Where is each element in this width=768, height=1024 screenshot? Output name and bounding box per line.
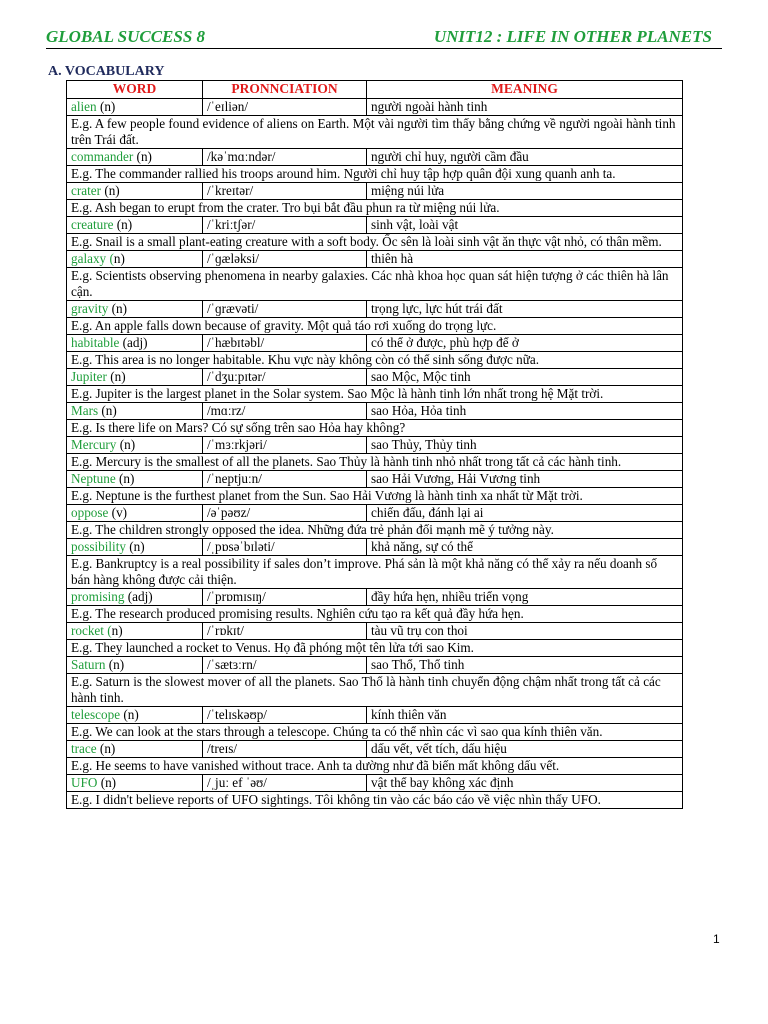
pronunciation-cell: /ˌpɒsəˈbɪləti/ [203, 539, 367, 556]
example-sentence: E.g. Mercury is the smallest of all the planets. Sao Thủy là hành tinh nhỏ nhất trong tất cả các hành tinh. [67, 454, 683, 471]
word: possibility [71, 539, 126, 554]
book-title: GLOBAL SUCCESS 8 [46, 27, 206, 46]
word: creature [71, 217, 114, 232]
example-sentence: E.g. Is there life on Mars? Có sự sống trên sao Hỏa hay không? [67, 420, 683, 437]
word: rocket ( [71, 623, 112, 638]
part-of-speech: (n) [98, 403, 117, 418]
word: galaxy ( [71, 251, 114, 266]
part-of-speech: (adj) [124, 589, 153, 604]
word: trace [71, 741, 97, 756]
example-sentence: E.g. A few people found evidence of aliens on Earth. Một vài người tìm thấy bằng chứng về người ngoài hành tinh trên Trái đất. [67, 116, 683, 149]
pronunciation-cell: /ˈtelɪskəʊp/ [203, 707, 367, 724]
example-row [67, 420, 683, 437]
word-cell [67, 539, 203, 556]
pronunciation-cell: /ˈrɒkɪt/ [203, 623, 367, 640]
word: Mercury [71, 437, 117, 452]
word: oppose [71, 505, 109, 520]
vocab-row [67, 437, 683, 454]
meaning-cell: thiên hà [367, 251, 683, 268]
column-header-meaning: MEANING [367, 81, 683, 99]
column-header-pronunciation: PRONNCIATION [203, 81, 367, 99]
word: Mars [71, 403, 99, 418]
pronunciation-cell: /treɪs/ [203, 741, 367, 758]
example-row [67, 606, 683, 623]
vocab-row [67, 707, 683, 724]
example-sentence: E.g. Bankruptcy is a real possibility if sales don’t improve. Phá sản là một khả năng có thể xảy ra nếu doanh số bán hàng không được cải thiện. [67, 556, 683, 589]
pronunciation-cell: /ˈkriːtʃər/ [203, 217, 367, 234]
vocab-row [67, 251, 683, 268]
word: Saturn [71, 657, 106, 672]
vocab-row [67, 99, 683, 116]
meaning-cell: sao Mộc, Mộc tinh [367, 369, 683, 386]
example-sentence: E.g. Ash began to erupt from the crater. Tro bụi bắt đầu phun ra từ miệng núi lửa. [67, 200, 683, 217]
meaning-cell: người ngoài hành tinh [367, 99, 683, 116]
pronunciation-cell: /ˈneptjuːn/ [203, 471, 367, 488]
example-sentence: E.g. Jupiter is the largest planet in the Solar system. Sao Mộc là hành tinh lớn nhất trong hệ Mặt trời. [67, 386, 683, 403]
vocab-row [67, 623, 683, 640]
meaning-cell: sao Hỏa, Hỏa tinh [367, 403, 683, 420]
vocab-row [67, 217, 683, 234]
word-cell [67, 437, 203, 454]
vocab-row [67, 149, 683, 166]
example-row [67, 640, 683, 657]
word-cell [67, 403, 203, 420]
meaning-cell: khả năng, sự có thể [367, 539, 683, 556]
word-cell [67, 369, 203, 386]
example-row [67, 234, 683, 251]
pronunciation-cell: /ˈmɜːrkjəri/ [203, 437, 367, 454]
part-of-speech: n) [111, 623, 123, 638]
meaning-cell: chiến đấu, đánh lại ai [367, 505, 683, 522]
example-sentence: E.g. We can look at the stars through a telescope. Chúng ta có thể nhìn các vì sao qua kính thiên văn. [67, 724, 683, 741]
vocab-row [67, 335, 683, 352]
example-row [67, 352, 683, 369]
example-sentence: E.g. The commander rallied his troops around him. Người chỉ huy tập hợp quân đội xung quanh anh ta. [67, 166, 683, 183]
word: telescope [71, 707, 121, 722]
section-title: A. VOCABULARY [48, 64, 165, 79]
pronunciation-cell: /ˌjuː ef ˈəʊ/ [203, 775, 367, 792]
word: gravity [71, 301, 109, 316]
word-cell [67, 741, 203, 758]
vocab-row [67, 403, 683, 420]
word-cell [67, 217, 203, 234]
example-sentence: E.g. I didn't believe reports of UFO sightings. Tôi không tin vào các báo cáo về việc nhìn thấy UFO. [67, 792, 683, 809]
example-row [67, 758, 683, 775]
word-cell [67, 505, 203, 522]
meaning-cell: sao Hải Vương, Hải Vương tinh [367, 471, 683, 488]
example-row [67, 488, 683, 505]
meaning-cell: sinh vật, loài vật [367, 217, 683, 234]
part-of-speech: (n) [101, 183, 120, 198]
word-cell [67, 99, 203, 116]
column-header-word: WORD [67, 81, 203, 99]
pronunciation-cell: /ˈeɪliən/ [203, 99, 367, 116]
example-row [67, 454, 683, 471]
part-of-speech: (n) [108, 301, 128, 316]
meaning-cell: đầy hứa hẹn, nhiều triển vọng [367, 589, 683, 606]
word: habitable [71, 335, 120, 350]
pronunciation-cell: /kəˈmɑːndər/ [203, 149, 367, 166]
word: UFO [71, 775, 98, 790]
part-of-speech: (n) [96, 99, 116, 114]
word: commander [71, 149, 134, 164]
vocab-row [67, 775, 683, 792]
meaning-cell: dấu vết, vết tích, dấu hiệu [367, 741, 683, 758]
word-cell [67, 149, 203, 166]
part-of-speech: (n) [96, 741, 116, 756]
page-number: 1 [713, 932, 720, 946]
meaning-cell: miệng núi lửa [367, 183, 683, 200]
page-header [46, 26, 722, 49]
example-row [67, 116, 683, 149]
word-cell [67, 589, 203, 606]
example-sentence: E.g. Neptune is the furthest planet from the Sun. Sao Hải Vương là hành tinh xa nhất từ Mặt trời. [67, 488, 683, 505]
meaning-cell: người chỉ huy, người cầm đầu [367, 149, 683, 166]
meaning-cell: tàu vũ trụ con thoi [367, 623, 683, 640]
example-row [67, 386, 683, 403]
pronunciation-cell: /mɑːrz/ [203, 403, 367, 420]
meaning-cell: có thể ở được, phù hợp để ở [367, 335, 683, 352]
vocab-row [67, 589, 683, 606]
word-cell [67, 335, 203, 352]
word-cell [67, 183, 203, 200]
example-row [67, 724, 683, 741]
example-sentence: E.g. This area is no longer habitable. Khu vực này không còn có thể sinh sống được nữa. [67, 352, 683, 369]
word: promising [71, 589, 125, 604]
part-of-speech: n) [113, 251, 125, 266]
example-row [67, 792, 683, 809]
meaning-cell: kính thiên văn [367, 707, 683, 724]
example-row [67, 556, 683, 589]
part-of-speech: (n) [113, 217, 133, 232]
vocab-row [67, 539, 683, 556]
part-of-speech: (n) [105, 657, 125, 672]
example-sentence: E.g. Snail is a small plant-eating creature with a soft body. Ốc sên là loài sinh vật ăn thực vật nhỏ, có thân mềm. [67, 234, 683, 251]
example-sentence: E.g. An apple falls down because of gravity. Một quả táo rơi xuống do trọng lực. [67, 318, 683, 335]
word: crater [71, 183, 102, 198]
word-cell [67, 775, 203, 792]
pronunciation-cell: /əˈpəʊz/ [203, 505, 367, 522]
vocab-row [67, 505, 683, 522]
part-of-speech: (n) [125, 539, 145, 554]
pronunciation-cell: /ˈɡrævəti/ [203, 301, 367, 318]
pronunciation-cell: /ˈɡæləksi/ [203, 251, 367, 268]
example-sentence: E.g. They launched a rocket to Venus. Họ đã phóng một tên lửa tới sao Kim. [67, 640, 683, 657]
part-of-speech: (n) [133, 149, 152, 164]
part-of-speech: (n) [97, 775, 117, 790]
part-of-speech: (n) [115, 471, 135, 486]
pronunciation-cell: /ˈhæbɪtəbl/ [203, 335, 367, 352]
example-sentence: E.g. He seems to have vanished without trace. Anh ta dường như đã biến mất không dấu vết. [67, 758, 683, 775]
example-row [67, 166, 683, 183]
example-sentence: E.g. Scientists observing phenomena in nearby galaxies. Các nhà khoa học quan sát hiện tượng ở các thiên hà lân cận. [67, 268, 683, 301]
table-header-row [67, 81, 683, 99]
word-cell [67, 657, 203, 674]
word: Jupiter [71, 369, 107, 384]
part-of-speech: (adj) [119, 335, 148, 350]
pronunciation-cell: /ˈkreɪtər/ [203, 183, 367, 200]
pronunciation-cell: /ˈdʒuːpɪtər/ [203, 369, 367, 386]
pronunciation-cell: /ˈsætɜːrn/ [203, 657, 367, 674]
word-cell [67, 301, 203, 318]
word-cell [67, 251, 203, 268]
example-row [67, 268, 683, 301]
vocabulary-table [66, 80, 683, 809]
word-cell [67, 707, 203, 724]
vocab-row [67, 657, 683, 674]
part-of-speech: (v) [108, 505, 128, 520]
vocab-row [67, 183, 683, 200]
unit-title: UNIT12 : LIFE IN OTHER PLANETS [433, 27, 712, 46]
meaning-cell: trọng lực, lực hút trái đất [367, 301, 683, 318]
vocab-row [67, 471, 683, 488]
example-row [67, 200, 683, 217]
word-cell [67, 623, 203, 640]
meaning-cell: sao Thổ, Thổ tinh [367, 657, 683, 674]
meaning-cell: vật thể bay không xác định [367, 775, 683, 792]
part-of-speech: (n) [116, 437, 136, 452]
vocab-row [67, 741, 683, 758]
example-sentence: E.g. Saturn is the slowest mover of all the planets. Sao Thổ là hành tinh chuyển động chậm nhất trong tất cả các hành tinh. [67, 674, 683, 707]
part-of-speech: (n) [120, 707, 139, 722]
pronunciation-cell: /ˈprɒmɪsɪŋ/ [203, 589, 367, 606]
example-row [67, 318, 683, 335]
example-row [67, 674, 683, 707]
example-sentence: E.g. The children strongly opposed the idea. Những đứa trẻ phản đối mạnh mẽ ý tưởng này. [67, 522, 683, 539]
word: alien [71, 99, 97, 114]
part-of-speech: (n) [106, 369, 126, 384]
meaning-cell: sao Thủy, Thủy tinh [367, 437, 683, 454]
vocab-row [67, 369, 683, 386]
vocab-row [67, 301, 683, 318]
example-sentence: E.g. The research produced promising results. Nghiên cứu tạo ra kết quả đầy hứa hẹn. [67, 606, 683, 623]
word: Neptune [71, 471, 116, 486]
example-row [67, 522, 683, 539]
word-cell [67, 471, 203, 488]
vocabulary-body [67, 99, 683, 809]
